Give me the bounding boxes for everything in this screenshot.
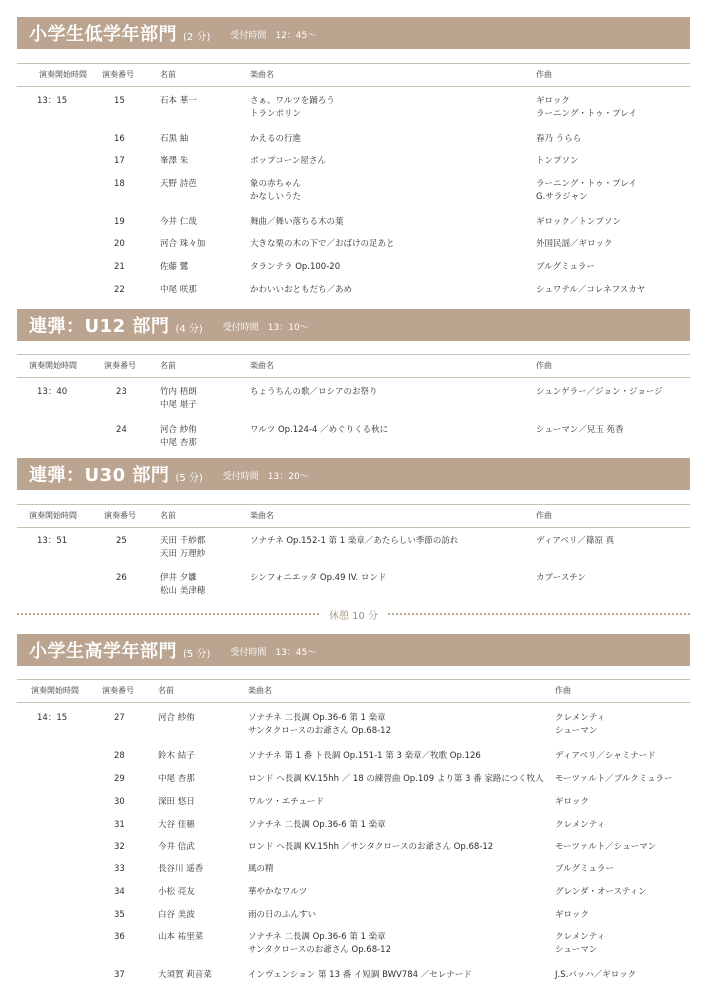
piece-title: ロンド ヘ長調 KV.15hh ／ 18 の練習曲 Op.109 より第 3 番 家路につく牧人 [248,774,544,784]
section-1 [17,17,690,49]
performance-number: 36 [114,932,125,942]
performance-number: 26 [116,573,127,583]
performance-number: 37 [114,970,125,980]
column-header-num: 演奏番号 [104,511,136,520]
composer-name: ブルグミュラー [555,864,614,874]
performer-name: 大谷 佳穂 [158,820,195,830]
composer-name: シューマン [555,726,598,736]
column-header-composer: 作曲 [536,70,552,79]
piece-title: タランテラ Op.100-20 [250,262,341,272]
composer-name: クレメンティ [555,820,606,830]
performer-name: 長谷川 遥香 [158,864,204,874]
intermission-label: 休憩 10 分 [328,610,379,622]
reception-time: 受付時間 12：45～ [230,31,317,41]
performance-number: 25 [116,536,127,546]
performer-name: 河合 紗侑 [158,713,195,723]
section-title: 連弾：U12 部門 [29,316,170,337]
piece-title: ポップコーン屋さん [250,156,326,166]
performer-name: 石本 華一 [160,96,197,106]
performer-name: 石黒 紬 [160,134,189,144]
performer-name: 伊井 夕雛 [160,573,197,583]
section-banner [17,17,690,49]
composer-name: グレンダ・オースティン [555,887,647,897]
piece-title: シンフォニエッタ Op.49 IV. ロンド [250,573,387,583]
section-4 [17,634,690,666]
column-header-row [17,679,690,703]
piece-title: インヴェンション 第 13 番 イ短調 BWV784 ／セレナード [248,970,472,980]
column-header-name: 名前 [160,361,176,370]
composer-name: J.S.バッハ／ギロック [555,970,637,980]
piece-title: ロンド ヘ長調 KV.15hh ／サンタクロースのお爺さん Op.68-12 [248,842,494,852]
composer-name: ギロック [536,96,570,106]
column-header-num: 演奏番号 [102,686,134,695]
column-header-row [17,504,690,528]
performance-number: 20 [114,239,125,249]
intermission-divider [17,606,690,622]
performer-name: 今井 仁哉 [160,217,197,227]
column-header-piece: 楽曲名 [250,70,274,79]
section-duration: (4 分) [175,323,203,335]
performer-name: 今井 信武 [158,842,195,852]
composer-name: ギロック [555,910,589,920]
dotted-rule-left [17,613,319,615]
column-header-piece: 楽曲名 [250,511,274,520]
section-banner [17,634,690,666]
composer-name: クレメンティ [555,932,606,942]
performer-name: 河合 珠々加 [160,239,206,249]
composer-name: シューマン／兒玉 苑香 [536,425,624,435]
performer-name: 竹内 梧朗 [160,387,197,397]
performance-number: 32 [114,842,125,852]
composer-name: ディアベリ／シャミナード [555,751,656,761]
dotted-rule-right [388,613,690,615]
column-header-start: 演奏開始時間 [31,686,79,695]
column-header-piece: 楽曲名 [248,686,272,695]
column-header-name: 名前 [160,70,176,79]
composer-name: モーツァルト／シューマン [555,842,657,852]
performance-number: 29 [114,774,125,784]
performer-name: 中尾 咲那 [160,285,197,295]
column-header-row [17,354,690,378]
start-time: 13：40 [37,387,68,397]
composer-name: ブルグミュラー [536,262,595,272]
piece-title: ワルツ Op.124-4 ／めぐりくる秋に [250,425,389,435]
performance-number: 33 [114,864,125,874]
performer-name: 峯澤 朱 [160,156,189,166]
performance-number: 18 [114,179,125,189]
section-title: 連弾：U30 部門 [29,465,170,486]
composer-name: ラーニング・トゥ・プレイ [536,179,637,189]
piece-title: 雨の日のふんすい [248,910,317,920]
composer-name: モーツァルト／ブルクミュラー [555,774,673,784]
composer-name: シュンゲラー／ジョン・ジョージ [536,387,663,397]
section-3 [17,458,690,490]
performer-name: 小松 亮友 [158,887,195,897]
performer-name: 天田 千紗都 [160,536,206,546]
performer-name: 河合 紗侑 [160,425,197,435]
composer-name: カプースチン [536,573,586,583]
performance-number: 24 [116,425,127,435]
section-title: 小学生低学年部門 [29,24,177,45]
composer-name: シュワテル／コレネフスカヤ [536,285,646,295]
column-header-composer: 作曲 [536,511,552,520]
piece-title: ソナチネ 二長調 Op.36-6 第 1 楽章 [248,820,386,830]
performer-name: 佐藤 鷺 [160,262,189,272]
performance-number: 16 [114,134,125,144]
column-header-num: 演奏番号 [104,361,136,370]
performer-name: 中尾 杏那 [158,774,195,784]
performer-name: 天田 万理紗 [160,549,206,559]
reception-time: 受付時間 13：45～ [230,648,317,658]
section-banner [17,458,690,490]
piece-title: 華やかなワルツ [248,887,308,897]
piece-title: ソナチネ 第 1 番 ト長調 Op.151-1 第 3 楽章／牧歌 Op.126 [248,751,481,761]
performer-name: 白谷 美波 [158,910,195,920]
composer-name: シューマン [555,945,598,955]
composer-name: ギロック [555,797,589,807]
performance-number: 28 [114,751,125,761]
performance-number: 21 [114,262,125,272]
section-duration: (5 分) [183,648,211,660]
performer-name: 大須賀 莉音菜 [158,970,212,980]
composer-name: クレメンティ [555,713,606,723]
performer-name: 中尾 杏那 [160,438,197,448]
piece-title: 象の赤ちゃん [250,179,302,189]
section-2 [17,309,690,341]
piece-title: さぁ、ワルツを踊ろう [250,96,335,106]
performer-name: 松山 美津穂 [160,586,206,596]
performance-number: 27 [114,713,125,723]
piece-title: ソナチネ 二長調 Op.36-6 第 1 楽章 [248,713,386,723]
column-header-row [17,63,690,87]
composer-name: 外国民謡／ギロック [536,239,613,249]
performer-name: 鈴木 結子 [158,751,195,761]
piece-title: ちょうちんの歌／ロシアのお祭り [250,387,378,397]
start-time: 14：15 [37,713,68,723]
column-header-num: 演奏番号 [102,70,134,79]
performance-number: 15 [114,96,125,106]
composer-name: ディアベリ／篠原 真 [536,536,615,546]
composer-name: ギロック／トンプソン [536,217,621,227]
section-duration: (2 分) [183,31,211,43]
column-header-start: 演奏開始時間 [29,511,77,520]
reception-time: 受付時間 13：10～ [222,323,309,333]
column-header-name: 名前 [160,511,176,520]
performance-number: 30 [114,797,125,807]
piece-title: サンタクロースのお爺さん Op.68-12 [248,945,391,955]
piece-title: サンタクロースのお爺さん Op.68-12 [248,726,391,736]
performance-number: 17 [114,156,125,166]
start-time: 13：51 [37,536,68,546]
piece-title: かえるの行進 [250,134,302,144]
column-header-name: 名前 [158,686,174,695]
performer-name: 中尾 堪子 [160,400,197,410]
performer-name: 山本 祐里菜 [158,932,204,942]
performance-number: 34 [114,887,125,897]
composer-name: 春乃 うらら [536,134,582,144]
section-title: 小学生高学年部門 [29,641,177,662]
performance-number: 31 [114,820,125,830]
column-header-start: 演奏開始時間 [29,361,77,370]
performer-name: 天野 詩芭 [160,179,197,189]
start-time: 13：15 [37,96,68,106]
piece-title: かなしいうた [250,192,302,202]
column-header-composer: 作曲 [536,361,552,370]
performer-name: 深田 悠日 [158,797,195,807]
piece-title: 舞曲／舞い落ちる木の葉 [250,217,344,227]
piece-title: ソナチネ 二長調 Op.36-6 第 1 楽章 [248,932,386,942]
performance-number: 22 [114,285,125,295]
reception-time: 受付時間 13：20～ [222,472,309,482]
column-header-piece: 楽曲名 [250,361,274,370]
section-banner [17,309,690,341]
composer-name: ラーニング・トゥ・プレイ [536,109,637,119]
section-duration: (5 分) [175,472,203,484]
performance-number: 23 [116,387,127,397]
column-header-composer: 作曲 [555,686,571,695]
performance-number: 19 [114,217,125,227]
column-header-start: 演奏開始時間 [39,70,87,79]
piece-title: 大きな栗の木の下で／おばけの足あと [250,239,395,249]
piece-title: ワルツ・エチュード [248,797,324,807]
composer-name: トンプソン [536,156,579,166]
piece-title: かわいいおともだち／あめ [250,285,353,295]
performance-number: 35 [114,910,125,920]
composer-name: G.サラジャン [536,192,588,202]
piece-title: ソナチネ Op.152-1 第 1 楽章／あたらしい季節の訪れ [250,536,459,546]
piece-title: トランポリン [250,109,302,119]
piece-title: 風の精 [248,864,274,874]
